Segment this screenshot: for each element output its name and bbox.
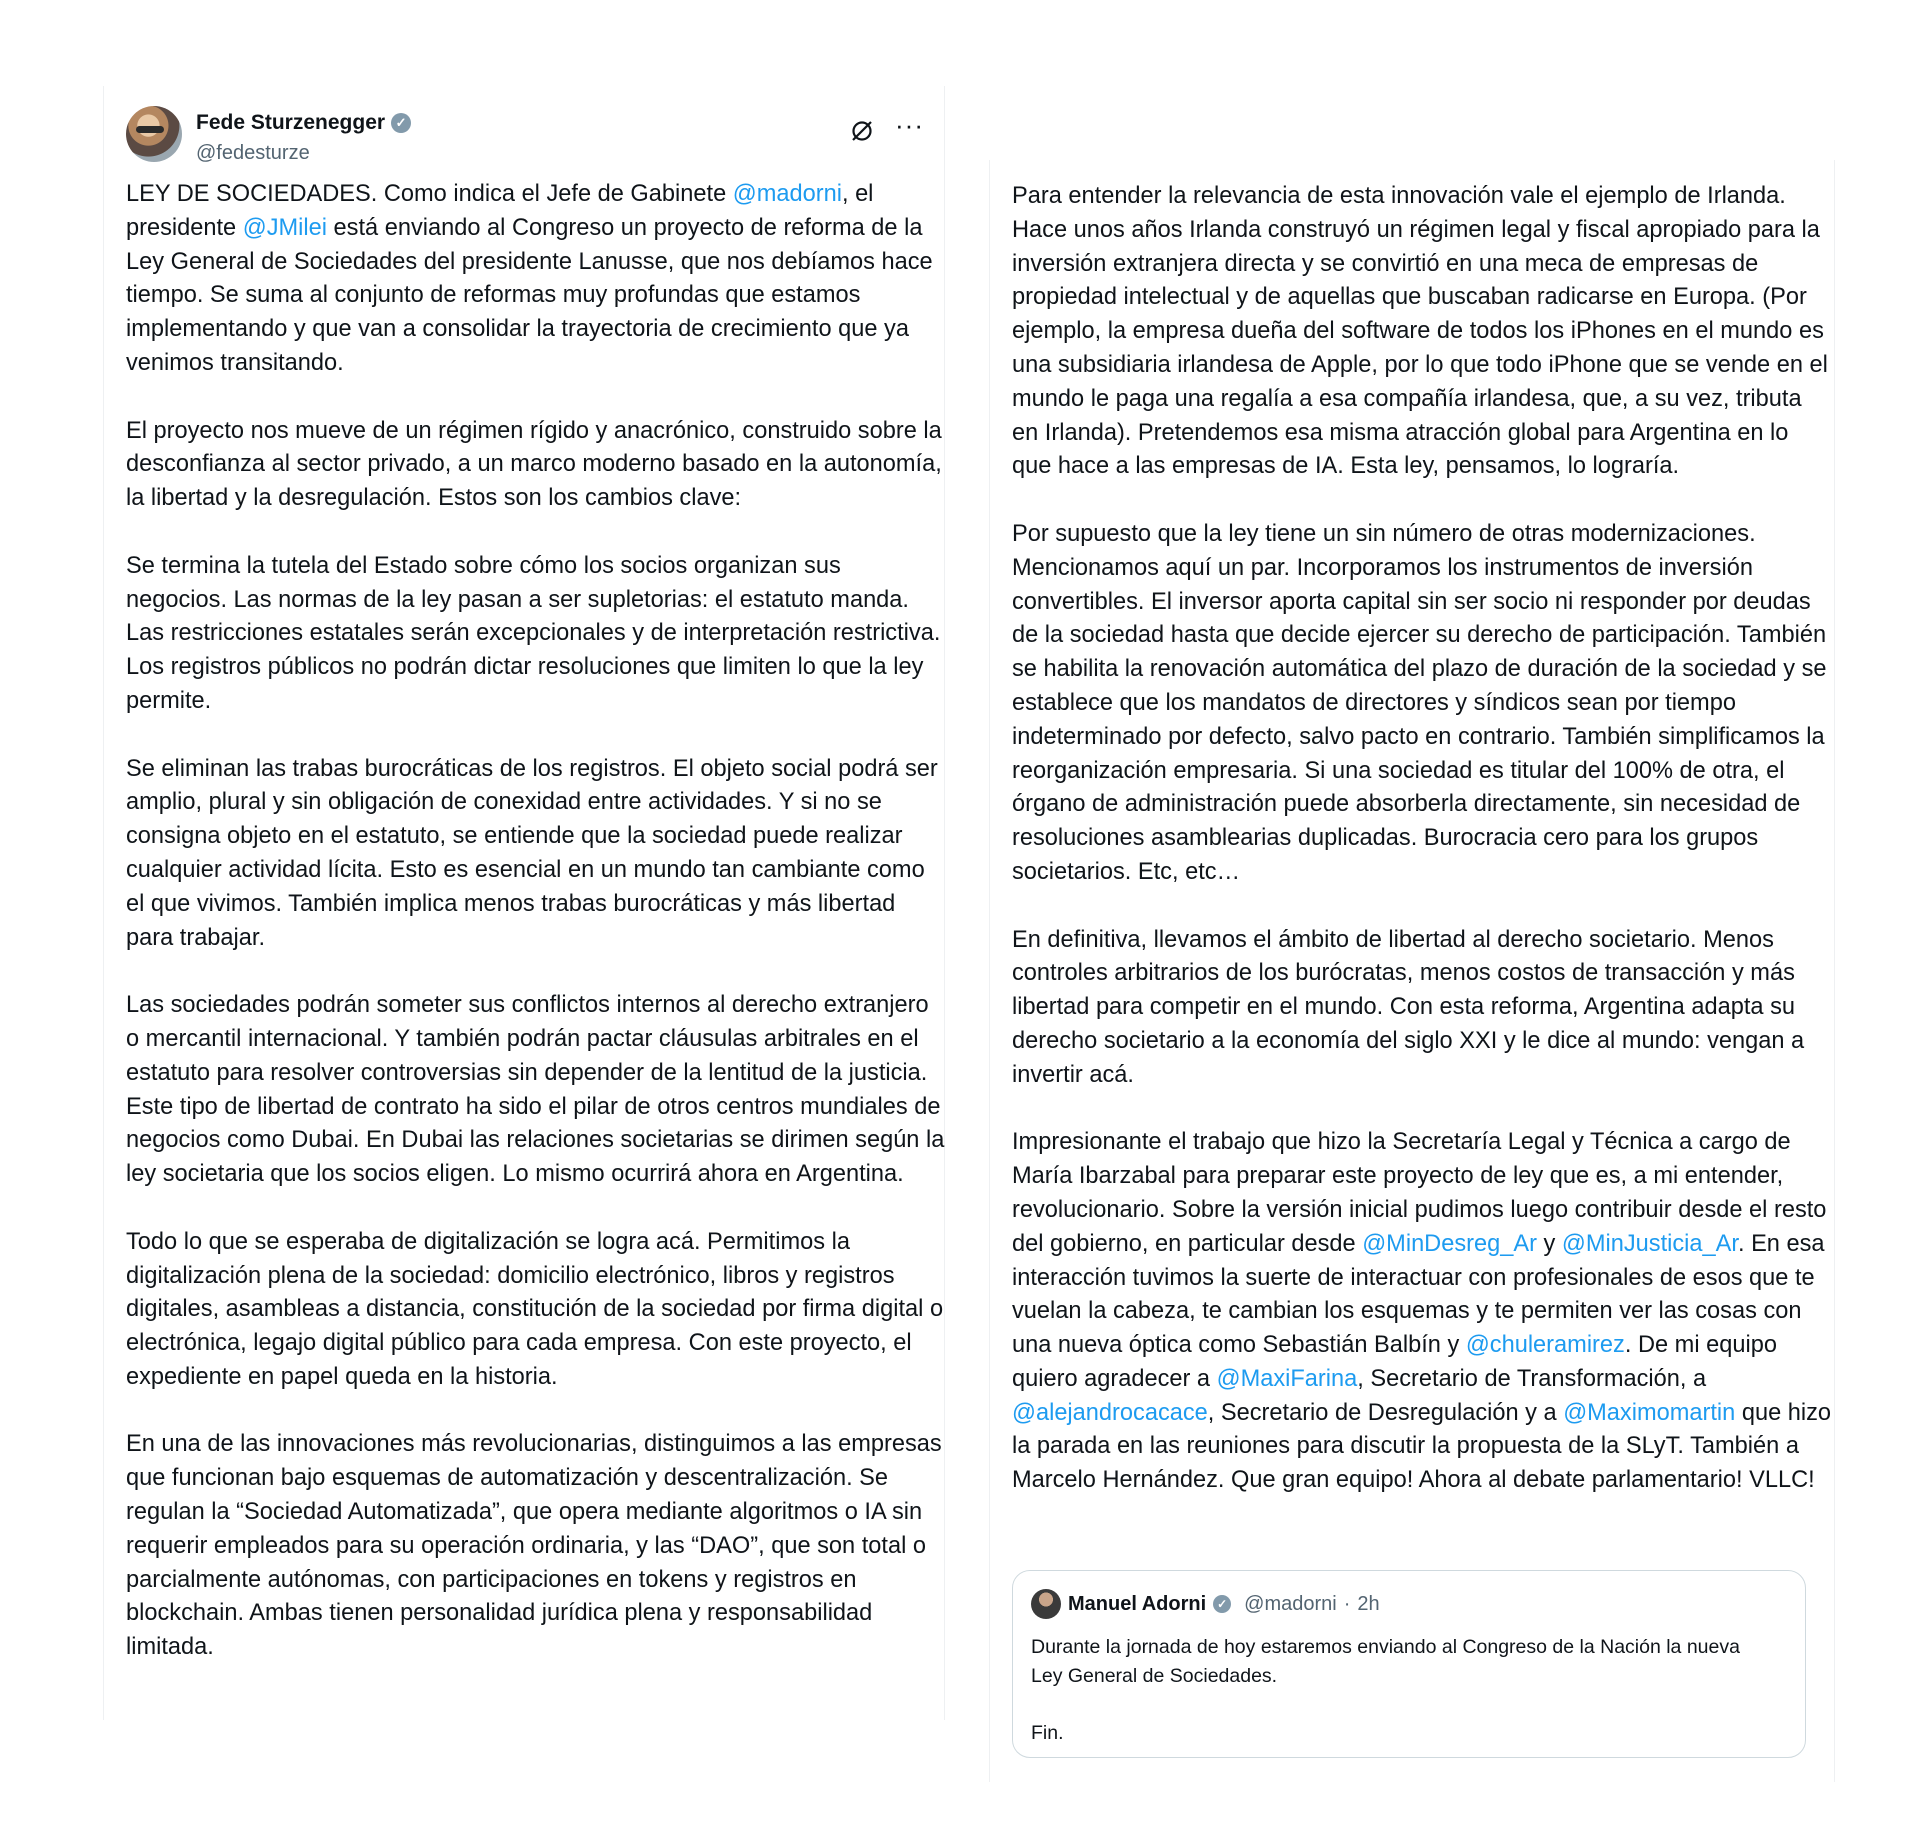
tweet-paragraph [126, 989, 946, 1192]
mention-link[interactable]: @chuleramirez [1465, 1332, 1625, 1359]
author-handle[interactable]: @fedesturze [196, 142, 310, 164]
mention-link[interactable]: @alejandrocacace [1012, 1399, 1208, 1426]
tweet-paragraph [1012, 180, 1832, 484]
text-segment: , Secretario de Transformación, a [1357, 1365, 1707, 1392]
text-segment: Impresionante el trabajo que hizo la Secretaría Legal y Técnica a cargo de María Ibarzabal para preparar este proyecto de ley que es, a mi entender, revolucionario. Sobre la versión inicial pudimos luego contribuir desde el resto del gobierno, en particular desde [1012, 1129, 1827, 1257]
tweet-paragraph [126, 415, 946, 516]
more-options-icon[interactable]: ··· [895, 110, 924, 140]
text-segment: Por supuesto que la ley tiene un sin número de otras modernizaciones. Mencionamos aquí un par. Incorporamos los instrumentos de inversión convertibles. El inversor aporta capital sin ser socio ni responder por deudas de la sociedad hasta que decide ejercer su derecho de participación. También se habilita la renovación automática del plazo de duración de la sociedad y se establece que los mandatos de directores y síndicos sean por tiempo indeterminado por defecto, salvo pacto en contrario. También simplificamos la reorganización empresaria. Si una sociedad es titular del 100% de otra, el órgano de administración puede absorberla directamente, sin necesidad de resoluciones asamblearias duplicadas. Burocracia cero para los grupos societarios. Etc, etc… [1012, 520, 1827, 885]
text-segment: LEY DE SOCIEDADES. Como indica el Jefe de Gabinete [126, 181, 733, 207]
tweet-column-left [103, 86, 945, 1720]
text-segment: , Secretario de Desregulación y a [1207, 1399, 1564, 1426]
quoted-author-name[interactable]: Manuel Adorni [1068, 1592, 1207, 1615]
tweet-text-right [1012, 180, 1832, 1498]
author-avatar[interactable] [126, 106, 182, 162]
tweet-header [126, 101, 924, 164]
tweet-paragraph [126, 1428, 946, 1665]
grok-icon[interactable] [850, 119, 874, 143]
tweet-paragraph [126, 1226, 946, 1395]
quoted-author-handle[interactable]: @madorni [1244, 1592, 1337, 1615]
tweet-paragraph [1012, 1126, 1832, 1498]
text-segment: En definitiva, llevamos el ámbito de libertad al derecho societario. Menos controles arbitrarios de los burócratas, menos costos de transacción y más libertad para competir en el mundo. Con esta reforma, Argentina adapta su derecho societario a la economía del siglo XXI y le dice al mundo: vengan a invertir acá. [1012, 926, 1805, 1088]
text-segment: y [1536, 1230, 1562, 1257]
text-segment: Todo lo que se esperaba de digitalización se logra acá. Permitimos la digitalización plena de la sociedad: domicilio electrónico, libros y registros digitales, asambleas a distancia, constitución de la sociedad por firma digital o electrónica, legajo digital público para cada empresa. Con este proyecto, el expediente en papel queda en la historia. [126, 1228, 944, 1390]
quoted-tweet-time[interactable]: 2h [1357, 1592, 1380, 1615]
mention-link[interactable]: @MinJusticia_Ar [1561, 1230, 1738, 1257]
quoted-tweet-line: Durante la jornada de hoy estaremos enviando al Congreso de la Nación la nueva Ley General de Sociedades. [1031, 1636, 1740, 1687]
quoted-author-avatar[interactable] [1031, 1589, 1061, 1619]
text-segment: Se termina la tutela del Estado sobre cómo los socios organizan sus negocios. Las normas de la ley pasan a ser supletorias: el estatuto manda. Las restricciones estatales serán excepcionales y de interpretación restrictiva. Los registros públicos no podrán dictar resoluciones que limiten lo que la ley permite. [126, 552, 941, 714]
quoted-tweet-line: Fin. [1031, 1721, 1064, 1744]
text-segment: está enviando al Congreso un proyecto de reforma de la Ley General de Sociedades del presidente Lanusse, que nos debíamos hace tiempo. Se suma al conjunto de reformas muy profundas que estamos implementando y que van a consolidar la trayectoria de crecimiento que ya venimos transitando. [126, 214, 933, 376]
tweet-paragraph [1012, 924, 1832, 1093]
quoted-tweet-header [1031, 1589, 1380, 1619]
tweet-paragraph [126, 753, 946, 956]
separator-dot: · [1343, 1592, 1351, 1615]
author-name[interactable]: Fede Sturzenegger [196, 111, 386, 134]
verified-badge-icon: ✓ [391, 113, 411, 133]
text-segment: . De mi equipo quiero agradecer a [1012, 1332, 1777, 1392]
tweet-text-left [126, 178, 946, 1665]
mention-link[interactable]: @MinDesreg_Ar [1362, 1230, 1537, 1257]
mention-link[interactable]: @MaxiFarina [1216, 1365, 1358, 1392]
text-segment: que hizo la parada en las reuniones para discutir la propuesta de la SLyT. También a Marcelo Hernández. Que gran equipo! Ahora al debate parlamentario! VLLC! [1012, 1399, 1832, 1494]
text-segment: , el presidente [126, 181, 874, 241]
author-name-row [196, 111, 411, 135]
tweet-paragraph [126, 178, 946, 381]
text-segment: Las sociedades podrán someter sus conflictos internos al derecho extranjero o mercantil internacional. Y también podrán pactar cláusulas arbitrales en el estatuto para resolver controversias sin depender de la lentitud de la justicia. Este tipo de libertad de contrato ha sido el pilar de otros centros mundiales de negocios como Dubai. En Dubai las relaciones societarias se dirimen según la ley societaria que los socios eligen. Lo mismo ocurrirá ahora en Argentina. [126, 992, 945, 1188]
text-segment: El proyecto nos mueve de un régimen rígido y anacrónico, construido sobre la desconfianza al sector privado, a un marco moderno basado en la autonomía, la libertad y la desregulación. Estos son los cambios clave: [126, 417, 942, 512]
tweet-column-right [989, 160, 1835, 1782]
mention-link[interactable]: @madorni [732, 181, 842, 207]
mention-link[interactable]: @Maximomartin [1563, 1399, 1736, 1426]
mention-link[interactable]: @JMilei [242, 214, 327, 241]
tweet-paragraph [1012, 518, 1832, 890]
text-segment: Se eliminan las trabas burocráticas de los registros. El objeto social podrá ser amplio, plural y sin obligación de conexidad entre actividades. Y si no se consigna objeto en el estatuto, se entiende que la sociedad puede realizar cualquier actividad lícita. Esto es esencial en un mundo tan cambiante como el que vivimos. También implica menos trabas burocráticas y más libertad para trabajar. [126, 755, 938, 951]
quoted-tweet-text [1031, 1633, 1771, 1747]
text-segment: Para entender la relevancia de esta innovación vale el ejemplo de Irlanda. Hace unos años Irlanda construyó un régimen legal y fiscal apropiado para la inversión extranjera directa y se convirtió en una meca de empresas de propiedad intelectual y de aquellas que buscaban radicarse en Europa. (Por ejemplo, la empresa dueña del software de todos los iPhones en el mundo es una subsidiaria irlandesa de Apple, por lo que todo iPhone que se vende en el mundo le paga una regalía a esa compañía irlandesa, que, a su vez, tributa en Irlanda). Pretendemos esa misma atracción global para Argentina en lo que hace a las empresas de IA. Esta ley, pensamos, lo lograría. [1012, 183, 1828, 480]
verified-badge-icon: ✓ [1213, 1595, 1231, 1613]
tweet-paragraph [126, 550, 946, 719]
text-segment: En una de las innovaciones más revolucionarias, distinguimos a las empresas que funcionan bajo esquemas de automatización y descentralización. Se regulan la “Sociedad Automatizada”, que opera mediante algoritmos o IA sin requerir empleados para su operación ordinaria, y las “DAO”, que son total o parcialmente autónomas, con participaciones en tokens y registros en blockchain. Ambas tienen personalidad jurídica plena y responsabilidad limitada. [126, 1431, 942, 1661]
text-segment: . En esa interacción tuvimos la suerte de interactuar con profesionales de esos que te vuelan la cabeza, te cambian los esquemas y te permiten ver las cosas con una nueva óptica como Sebastián Balbín y [1012, 1230, 1825, 1359]
quoted-tweet[interactable] [1012, 1570, 1806, 1758]
